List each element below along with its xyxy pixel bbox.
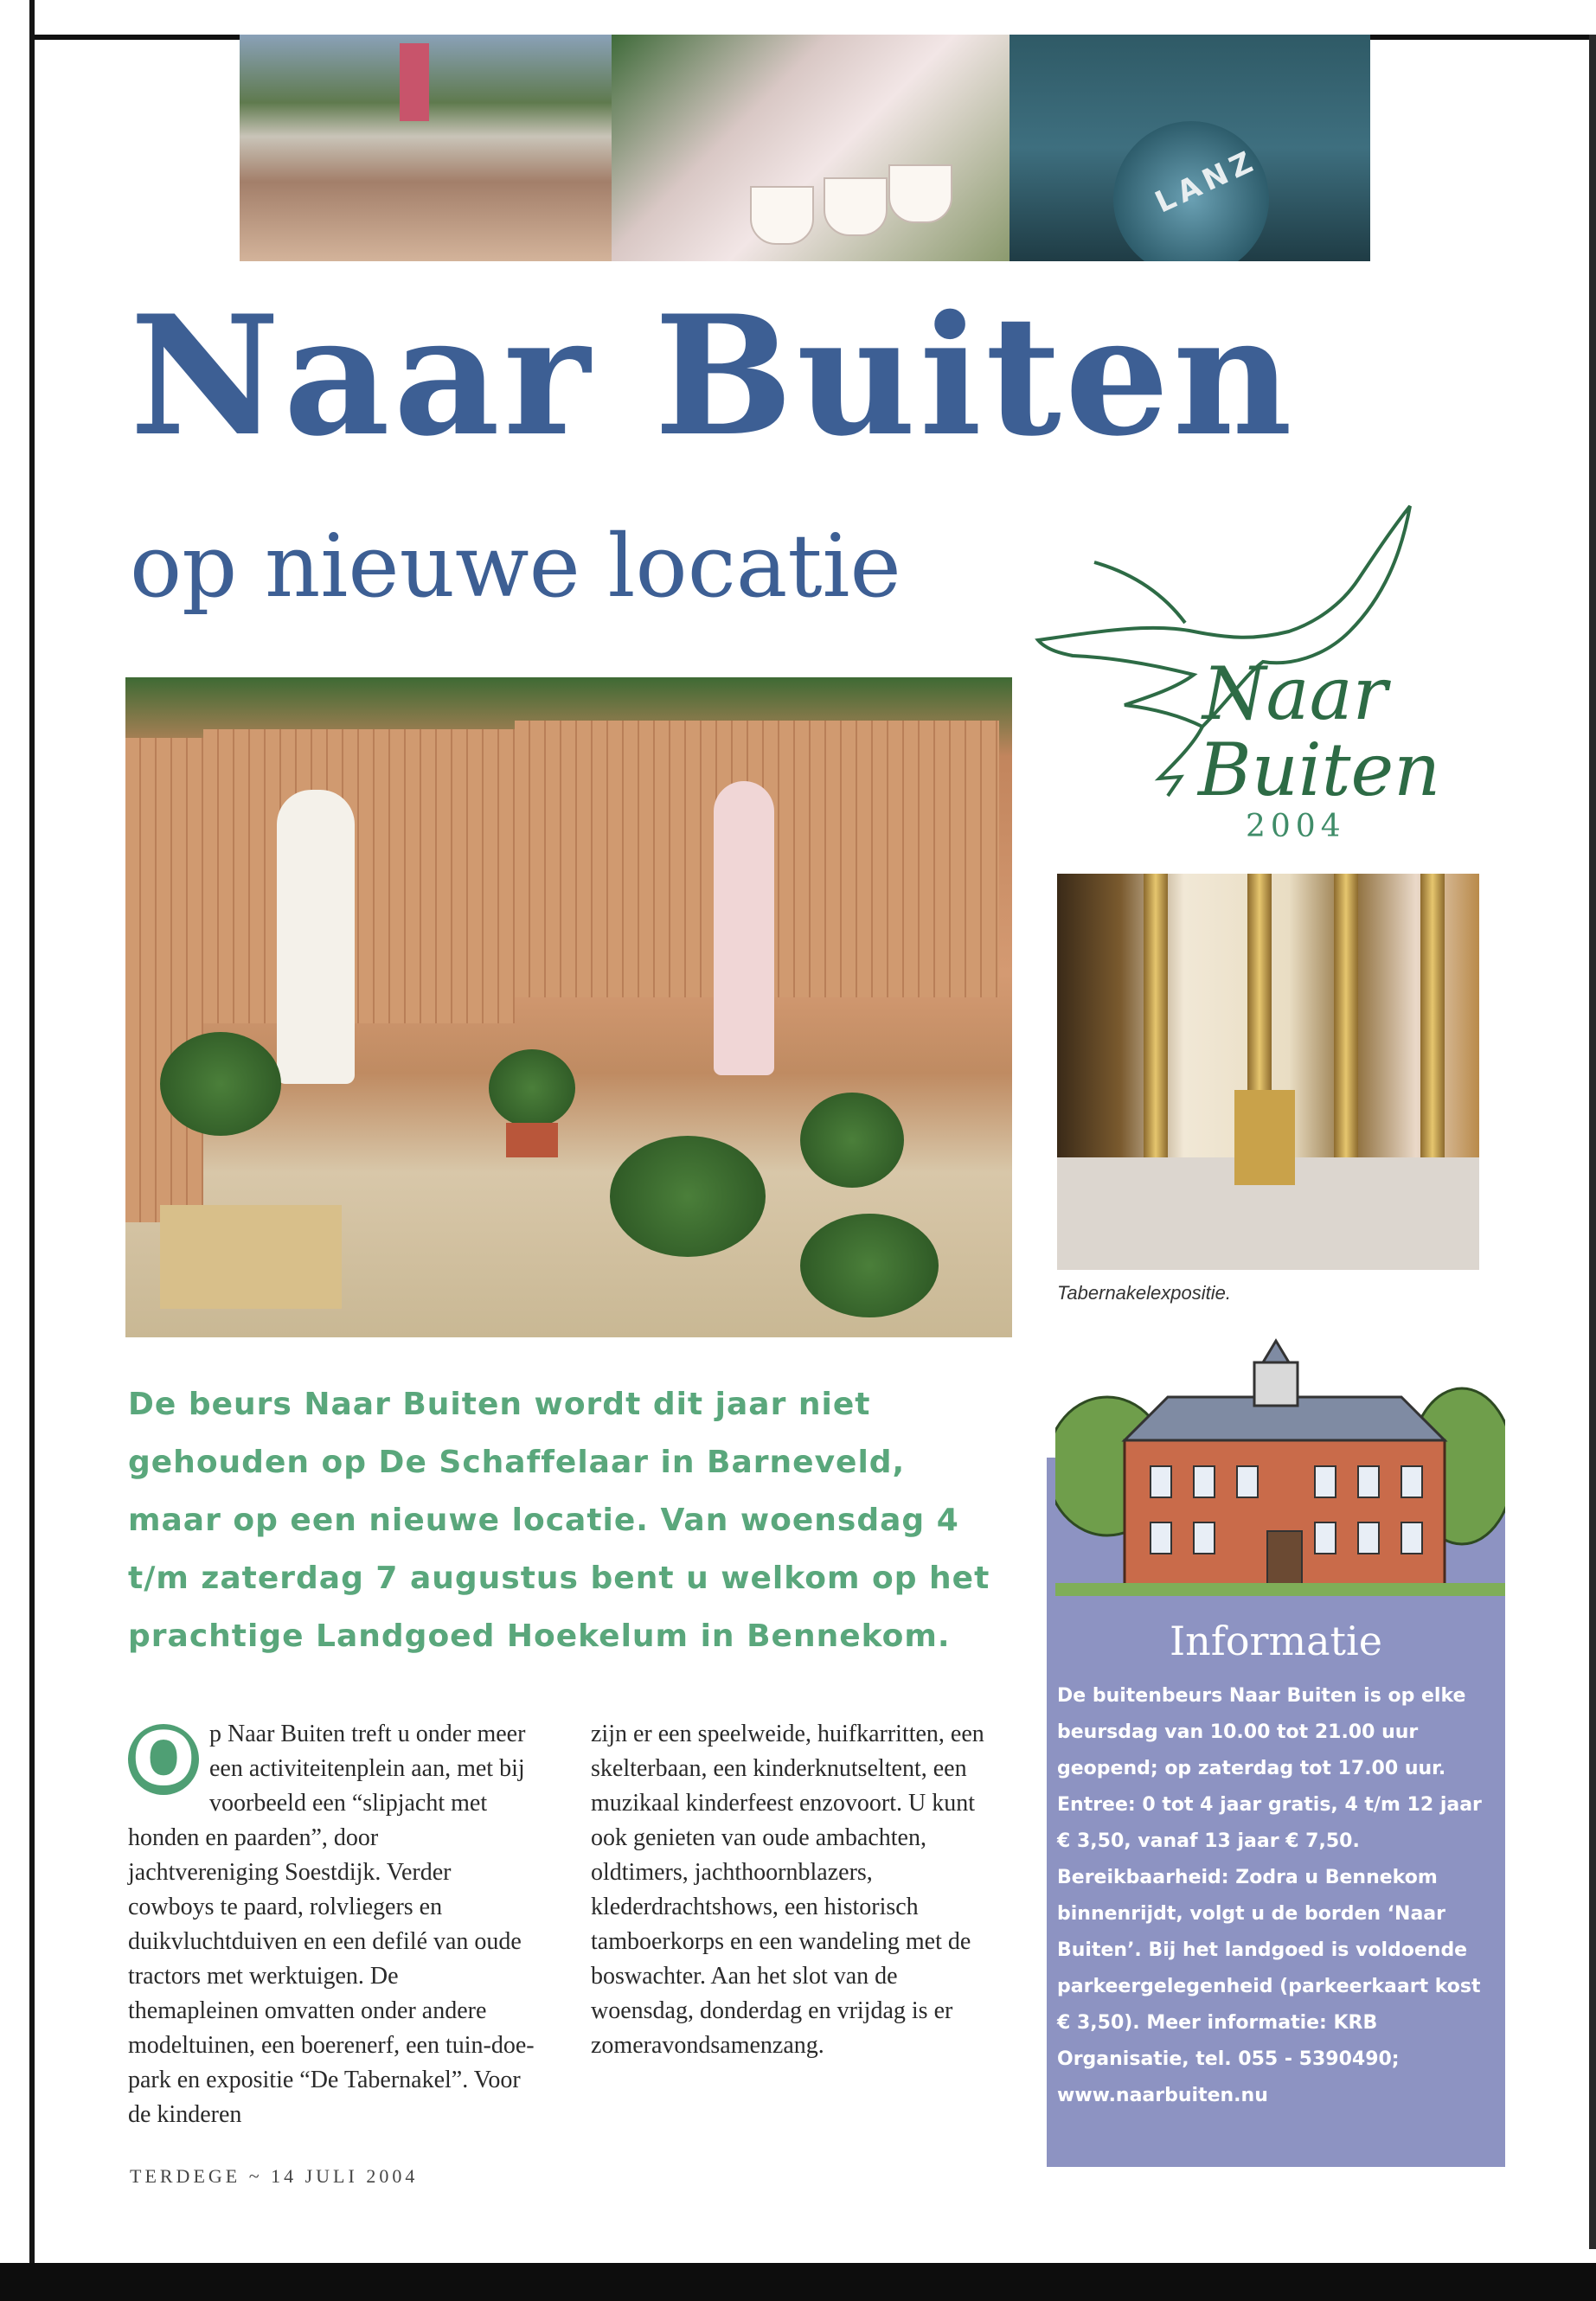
page-footer: TERDEGE ~ 14 JULI 2004 [130,2165,419,2187]
scan-border-left [0,0,35,2301]
pillar [1144,874,1168,1168]
photo-caption: Tabernakelexpositie. [1057,1282,1231,1304]
ark [1234,1090,1295,1185]
info-text: De buitenbeurs Naar Buiten is op elke beursdag van 10.00 tot 21.00 uur geopend; op zaterdag tot 17.00 uur. Entree: 0 tot 4 jaar gratis, 4 t/m 12 jaar € 3,50, vanaf 13 jaar € 7,50. Bereikbaarheid: Zodra u Bennekom binnenrijdt, volgt u de borden ‘Naar Buiten’. Bij het landgoed is voldoende parkeergelegenheid (parkeerkaart kost € 3,50). Meer informatie: KRB Organisatie, tel. 055 - 5390490; www.naarbuiten.nu [1057,1685,1482,2106]
logo-line-buiten: Buiten [1198,727,1441,812]
tractor-lettering: LANZ [1150,143,1263,221]
header-photo-strip [240,35,1370,261]
garden-photo [125,677,1012,1337]
article-column-1 [128,1717,535,2132]
cup [824,177,888,236]
castle-illustration-icon [1055,1336,1505,1596]
crowd-photo [240,35,612,261]
scan-border-right [1589,35,1596,2249]
tabernacle-photo [1057,874,1479,1270]
pillar [1420,874,1445,1168]
lead-paragraph: De beurs Naar Buiten wordt dit jaar niet gehouden op De Schaffelaar in Barneveld, maar op een nieuwe locatie. Van woensdag 4 t/m zaterdag 7 augustus bent u welkom op het prachtige Landgoed Hoekelum in Bennekom. [128,1387,990,1654]
plant-pot [506,1123,558,1157]
page-title: Naar Buiten [130,279,1296,472]
fence [203,729,515,1023]
visitor-figure [277,790,355,1084]
logo-line-naar: Naar [1202,651,1388,736]
scan-border-bottom [0,2263,1596,2301]
logo-year: 2004 [1246,809,1346,844]
cup [750,186,814,245]
article-col1-text: p Naar Buiten treft u onder meer een activiteitenplein aan, met bij voorbeeld een “slipjacht met honden en paarden”, door jachtvereniging Soestdijk. Verder cowboys te paard, rolvliegers en duikvluchtduiven en een defilé van oude tractors met werktuigen. De themapleinen omvatten onder andere modeltuinen, een boerenerf, een tuin-doe-park en expositie “De Tabernakel”. Voor de kinderen [128,1721,535,2128]
banner-flag [400,43,429,121]
tractor-photo [1010,35,1370,261]
fence [125,738,203,1222]
pillar [1334,874,1358,1168]
plant [800,1214,939,1317]
cups-photo [612,35,1010,261]
info-title: Informatie [1170,1618,1382,1664]
plant [489,1049,575,1127]
plant [610,1136,766,1257]
article-column-2: zijn er een speelweide, huifkarritten, een skelterbaan, een kinderknutseltent, een muzikaal kinderfeest enzovoort. U kunt ook genieten van oude ambachten, oldtimers, jachthoornblazers, klederdrachtshows, een historisch tamboerkorps en een wandeling met de boswachter. Aan het slot van de woensdag, donderdag en vrijdag is er zomeravondsamenzang. [591,1721,984,2059]
drop-cap: O [128,1724,199,1795]
wooden-pallet [160,1205,342,1309]
plant [160,1032,281,1136]
visitor-figure [714,781,774,1075]
plant [800,1093,904,1188]
page-subtitle: op nieuwe locatie [130,516,901,617]
cup [888,164,952,223]
